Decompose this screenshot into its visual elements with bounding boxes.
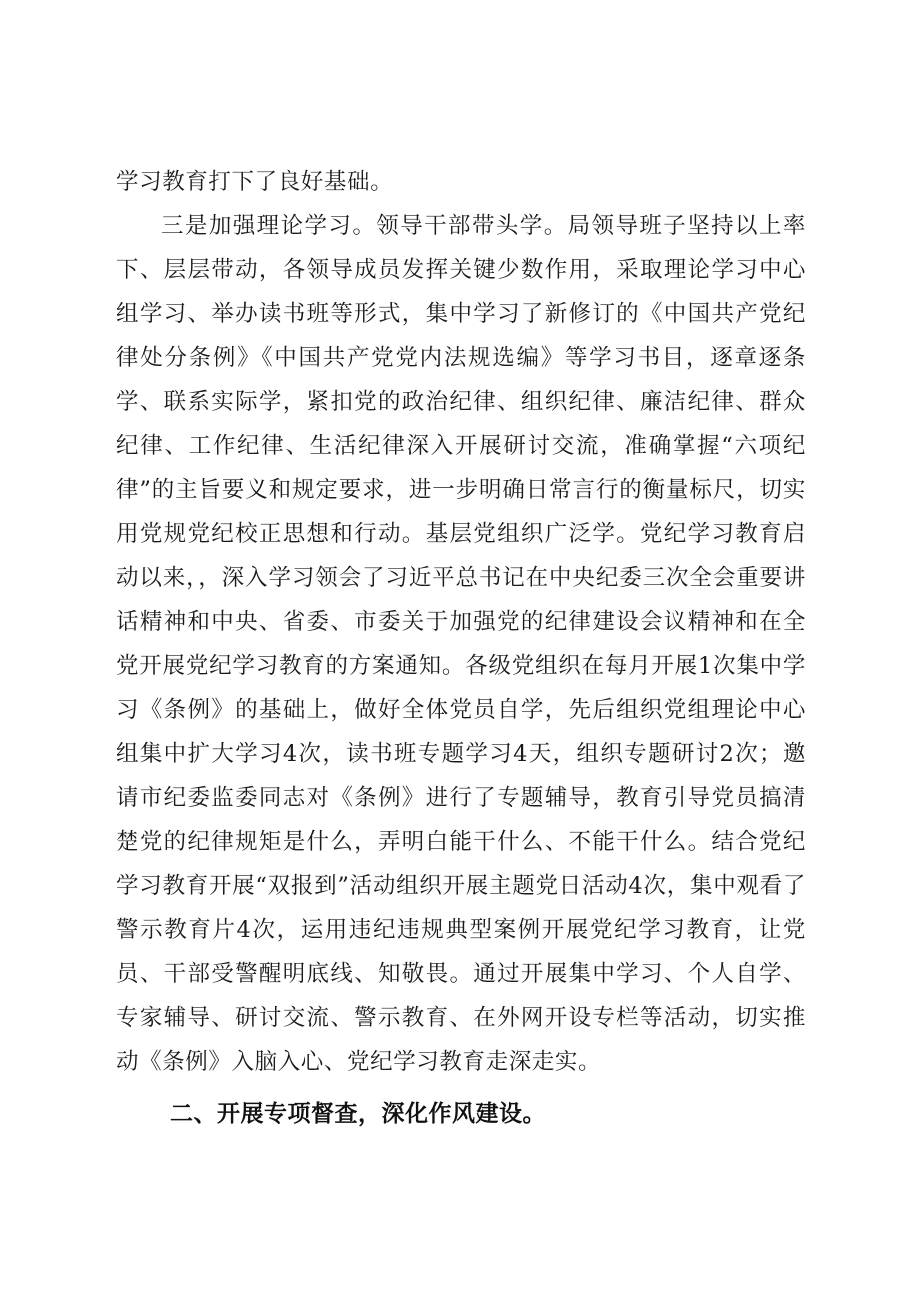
paragraph-theory-study: 三是加强理论学习。领导干部带头学。局领导班子坚持以上率下、层层带动，各领导成员发挥关键少数作用，采取理论学习中心组学习、举办读书班等形式，集中学习了新修订的《中国共产党纪律处分条例》《中国共产党党内法规选编》等学习书目，逐章逐条学、联系实际学，紧扣党的政治纪律、组织纪律、廉洁纪律、群众纪律、工作纪律、生活纪律深入开展研讨交流，准确掌握“六项纪律”的主旨要义和规定要求，进一步明确日常言行的衡量标尺，切实用党规党纪校正思想和行动。基层党组织广泛学。党纪学习教育启动以来，，深入学习领会了习近平总书记在中央纪委三次全会重要讲话精神和中央、省委、市委关于加强党的纪律建设会议精神和在全党开展党纪学习教育的方案通知。各级党组织在每月开展1次集中学习《条例》的基础上，做好全体党员自学，先后组织党组理论中心组集中扩大学习4次，读书班专题学习4天，组织专题研讨2次；邀请市纪委监委同志对《条例》进行了专题辅导，教育引导党员搞清楚党的纪律规矩是什么，弄明白能干什么、不能干什么。结合党纪学习教育开展“双报到”活动组织开展主题党日活动4次，集中观看了警示教育片4次，运用违纪违规典型案例开展党纪学习教育，让党员、干部受警醒明底线、知敬畏。通过开展集中学习、个人自学、专家辅导、研讨交流、警示教育、在外网开设专栏等活动，切实推动《条例》入脑入心、党纪学习教育走深走实。 bbox=[116, 213, 806, 1075]
section-heading: 二、开展专项督查，深化作风建设。 bbox=[170, 1101, 546, 1127]
paragraph-continuation: 学习教育打下了良好基础。 bbox=[116, 169, 394, 195]
document-body bbox=[116, 160, 806, 1084]
